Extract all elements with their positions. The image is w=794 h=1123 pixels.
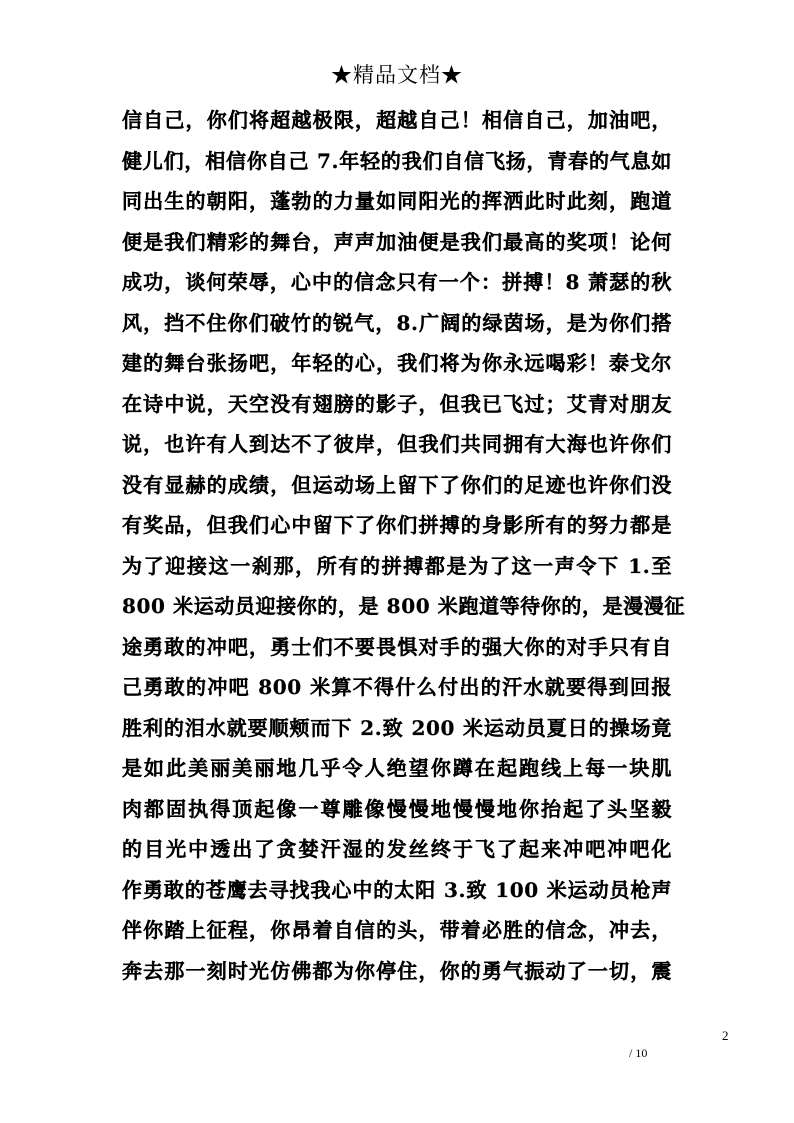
text-line: 奔去那一刻时光仿佛都为你停住，你的勇气振动了一切，震 [122, 958, 672, 983]
text-line: 途勇敢的冲吧，勇士们不要畏惧对手的强大你的对手只有自 [122, 634, 672, 659]
text-line: 有奖品，但我们心中留下了你们拼搏的身影所有的努力都是 [122, 513, 672, 537]
text-line: 便是我们精彩的舞台，声声加油便是我们最高的奖项！论何 [122, 229, 672, 254]
text-line: 信自己，你们将超越极限，超越自己！相信自己，加油吧， [122, 108, 672, 132]
text-line: 为了迎接这一刹那，所有的拼搏都是为了这一声令下 1.至 [122, 553, 672, 578]
text-line: 健儿们，相信你自己 7.年轻的我们自信飞扬，青春的气息如 [122, 148, 672, 173]
page-total: / 10 [629, 1046, 648, 1060]
text-line: 建的舞台张扬吧，年轻的心，我们将为你永远喝彩！泰戈尔 [122, 351, 672, 375]
text-line: 的目光中透出了贪婪汗湿的发丝终于飞了起来冲吧冲吧化 [122, 837, 672, 861]
text-line: 800 米运动员迎接你的，是 800 米跑道等待你的，是漫漫征 [122, 594, 685, 618]
page-number: 2 [722, 1028, 729, 1043]
document-body [122, 100, 685, 991]
text-line: 说，也许有人到达不了彼岸，但我们共同拥有大海也许你们 [122, 432, 672, 456]
text-line: 己勇敢的冲吧 800 米算不得什么付出的汗水就要得到回报 [122, 675, 672, 699]
text-line: 胜利的泪水就要顺颊而下 2.致 200 米运动员夏日的操场竟 [122, 715, 672, 740]
text-line: 作勇敢的苍鹰去寻找我心中的太阳 3.致 100 米运动员枪声 [122, 877, 672, 902]
text-line: 伴你踏上征程，你昂着自信的头，带着必胜的信念，冲去， [122, 918, 672, 942]
text-line: 成功，谈何荣辱，心中的信念只有一个：拼搏！8 萧瑟的秋 [122, 270, 672, 294]
text-line: 同出生的朝阳，蓬勃的力量如同阳光的挥洒此时此刻，跑道 [122, 189, 672, 213]
text-line: 没有显赫的成绩，但运动场上留下了你们的足迹也许你们没 [122, 472, 672, 497]
text-line: 肉都固执得顶起像一尊雕像慢慢地慢慢地你抬起了头坚毅 [122, 796, 672, 821]
text-line: 风，挡不住你们破竹的锐气，8.广阔的绿茵场，是为你们搭 [122, 310, 672, 335]
text-line: 在诗中说，天空没有翅膀的影子，但我已飞过；艾青对朋友 [122, 391, 672, 416]
page-header-title: ★精品文档★ [331, 63, 463, 87]
text-line: 是如此美丽美丽地几乎令人绝望你蹲在起跑线上每一块肌 [122, 756, 672, 780]
